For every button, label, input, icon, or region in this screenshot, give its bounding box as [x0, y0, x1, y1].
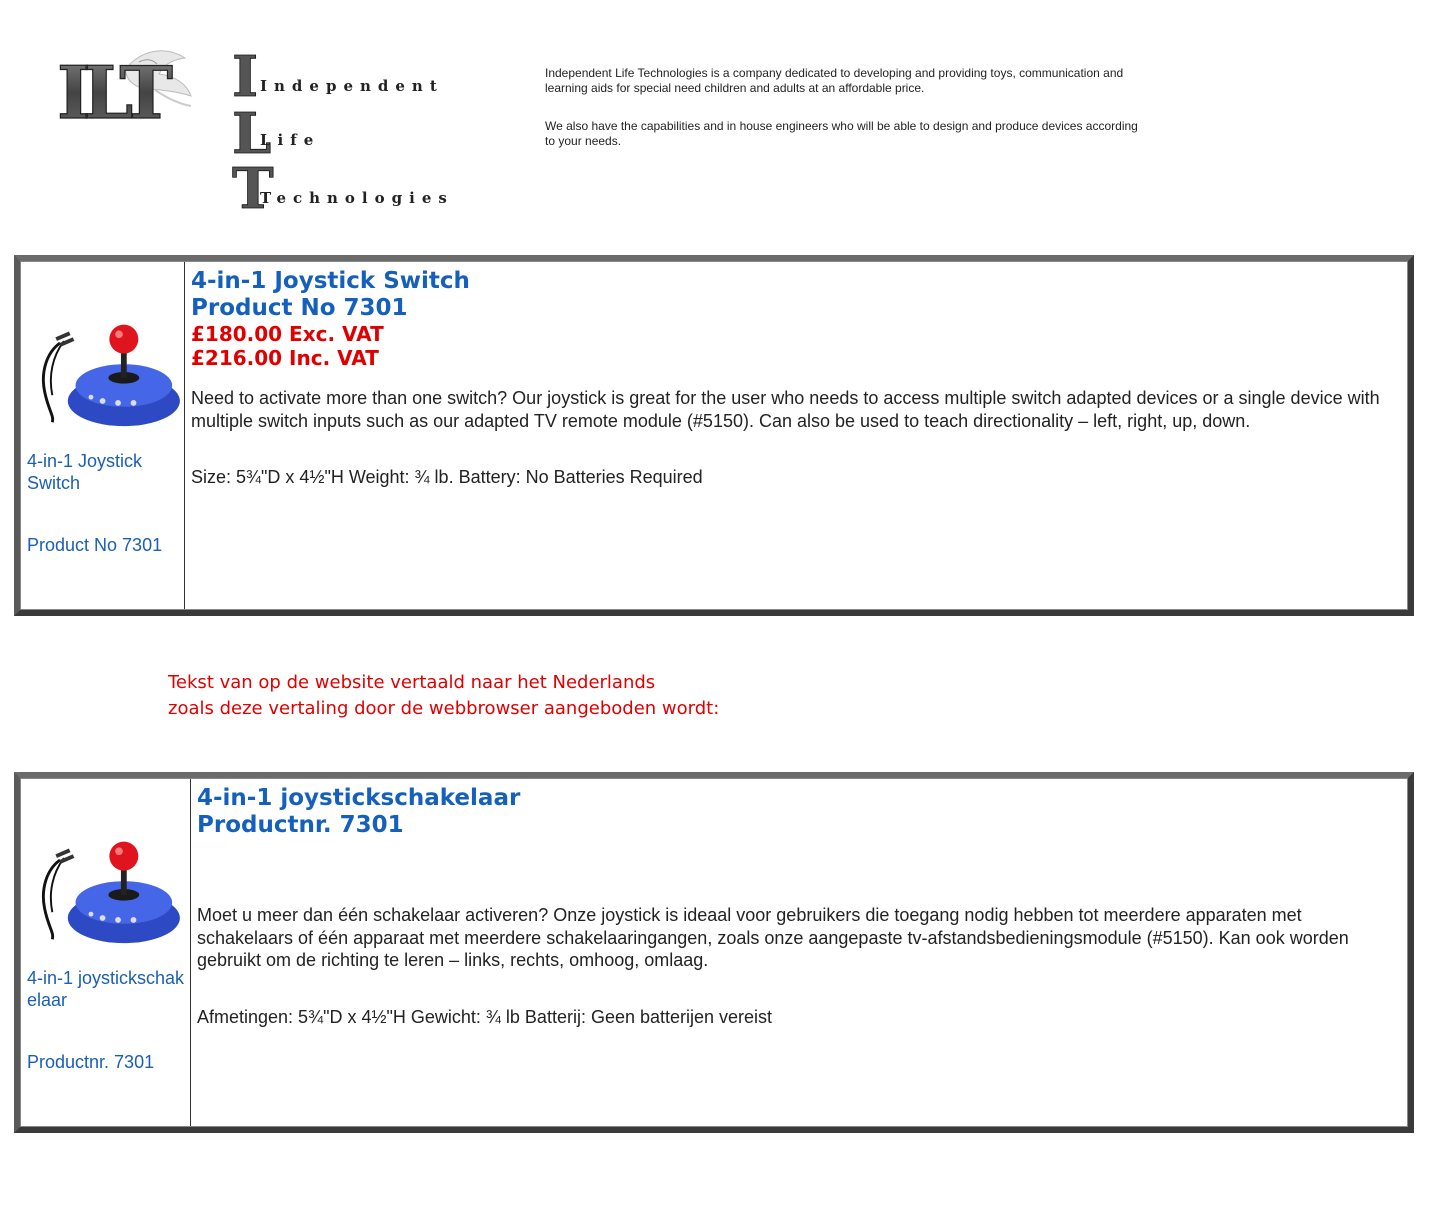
product-sidebar: [21, 262, 185, 609]
price-exc-vat: £180.00 Exc. VAT: [191, 322, 384, 346]
translation-note: [168, 670, 719, 722]
logo-monogram: ILT: [57, 50, 166, 135]
product-details: [185, 262, 1407, 609]
svg-text:L: L: [232, 101, 272, 167]
product-name-link[interactable]: 4-in-1 joystickschakelaar: [27, 968, 185, 1010]
intro-paragraph-1: Independent Life Technologies is a company dedicated to developing and providing toys, communication and learning aids for special need children and adults at an affordable price.: [545, 66, 1124, 95]
product-title: 4-in-1 Joystick Switch: [191, 268, 470, 294]
svg-text:I: I: [232, 44, 259, 110]
product-specs: Afmetingen: 5¾"D x 4½"H Gewicht: ¾ lb Batterij: Geen batterijen vereist: [197, 1006, 773, 1027]
panel-inner: [20, 778, 1408, 1127]
ilt-wordmark: [230, 38, 470, 213]
ilt-logo[interactable]: [55, 40, 195, 165]
panel-inner: [20, 261, 1408, 610]
product-number: Productnr. 7301: [197, 812, 404, 838]
product-details: [191, 779, 1407, 1126]
product-name-link[interactable]: 4-in-1 Joystick Switch: [27, 451, 143, 493]
logo-word-3: Technologies: [260, 189, 454, 207]
company-intro: [545, 66, 1145, 172]
logo-word-1: Independent: [260, 77, 444, 95]
product-specs: Size: 5¾"D x 4½"H Weight: ¾ lb. Battery: No Batteries Required: [191, 467, 703, 487]
product-number: Product No 7301: [191, 295, 408, 321]
product-number-link[interactable]: Productnr. 7301: [27, 1052, 155, 1072]
joystick-product-image[interactable]: [27, 831, 182, 947]
intro-paragraph-2: We also have the capabilities and in house engineers who will be able to design and produce devices according to your needs.: [545, 119, 1138, 148]
joystick-product-image[interactable]: [27, 314, 182, 430]
product-panel-english: [14, 255, 1414, 616]
translation-note-line-1: Tekst van op de website vertaald naar het Nederlands: [168, 672, 656, 693]
product-panel-dutch: [14, 772, 1414, 1133]
logo-word-2: Life: [260, 131, 321, 149]
price-inc-vat: £216.00 Inc. VAT: [191, 346, 379, 370]
product-title: 4-in-1 joystickschakelaar: [197, 785, 521, 811]
product-description: Moet u meer dan één schakelaar activeren? Onze joystick is ideaal voor gebruikers die toegang nodig hebben tot meerdere apparaten met schakelaars of één apparaat met meerdere schakelaaringangen, zoals onze aangepaste tv-afstandsbedieningsmodule (#5150). Kan ook worden gebruikt om de richting te leren – links, rechts, omhoog, omlaag.: [197, 905, 1349, 970]
translation-note-line-2: zoals deze vertaling door de webbrowser aangeboden wordt:: [168, 698, 720, 719]
svg-text:T: T: [232, 156, 274, 213]
product-sidebar: [21, 779, 191, 1126]
site-header: [0, 0, 1439, 230]
product-description: Need to activate more than one switch? Our joystick is great for the user who needs to access multiple switch adapted devices or a single device with multiple switch inputs such as our adapted TV remote module (#5150). Can also be used to teach directionality – left, right, up, down.: [191, 388, 1380, 431]
product-number-link[interactable]: Product No 7301: [27, 535, 163, 555]
